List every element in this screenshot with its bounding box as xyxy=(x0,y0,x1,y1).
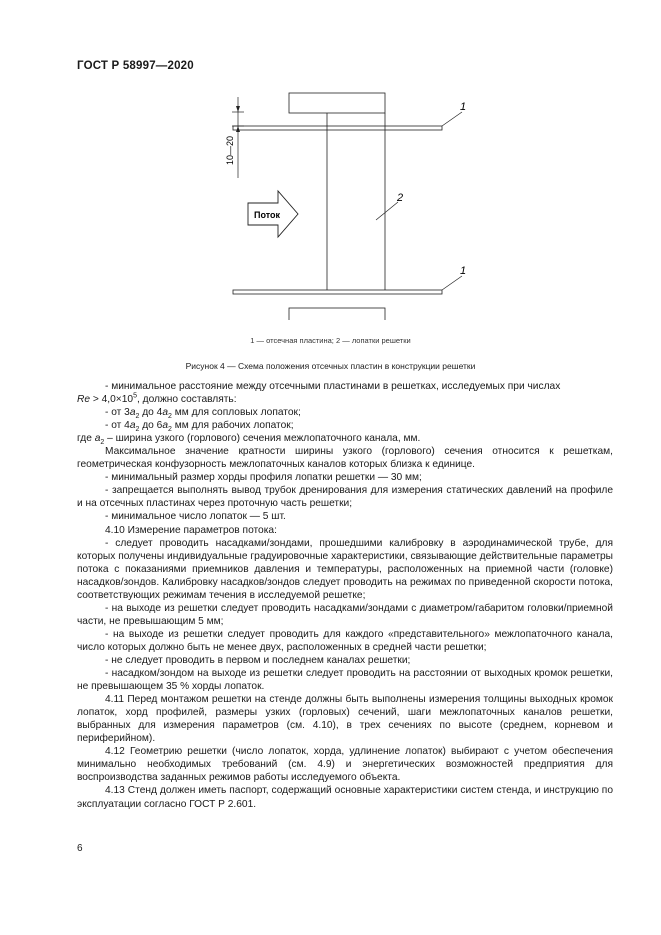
paragraph: - минимальный размер хорды профиля лопатки решетки — 30 мм; xyxy=(105,472,422,484)
var-a: a xyxy=(129,407,136,419)
re-tail: , должно составлять: xyxy=(137,394,237,406)
text-fragment: - от 4 xyxy=(105,420,130,432)
paragraph: - на выходе из решетки следует проводить насадками/зондами с диаметром/габаритом головки/приемной части, не превышающим 5 мм; xyxy=(77,602,613,627)
var-subscript: 2 xyxy=(100,439,105,447)
paragraph-re xyxy=(77,393,613,406)
page-header-standard: ГОСТ Р 58997—2020 xyxy=(77,60,194,72)
section-4-12: 4.12 Геометрию решетки (число лопаток, хорда, удлинение лопаток) выбирают с учетом обеспечения минимально необходимых требований (см. 4.9) и энергетических возможностей предприятия для воспроизводства заданных режимов работы исследуемого объекта. xyxy=(77,746,613,784)
cutoff-plate-bottom xyxy=(233,290,442,294)
callout-1-bottom-leader xyxy=(442,276,462,290)
callout-2-leader xyxy=(376,202,398,220)
var-a: a xyxy=(162,420,169,432)
re-symbol: Re xyxy=(77,394,91,406)
text-fragment: мм для сопловых лопаток; xyxy=(171,407,301,419)
page-number: 6 xyxy=(77,843,83,854)
var-subscript: 2 xyxy=(168,426,172,434)
paragraph-where xyxy=(77,432,613,445)
paragraph: - минимальное расстояние между отсечными пластинами в решетках, исследуемых при числах xyxy=(105,381,561,392)
text-fragment: до 4 xyxy=(139,407,163,419)
paragraph: - следует проводить насадками/зондами, прошедшими калибровку в аэродинамической трубе, для которых получены индивидуальные градуировочные характеристики, связывающие действительные параметры потока с показаниями приемников давления и температуры, расположенных на приемной части (головке) насадков/зондов. Калибровку насадков/зондов следует проводить на режимах по приведенной скорости потока, соответствующих режимам течения в исследуемой решетке; xyxy=(77,537,613,601)
callout-1-top-label: 1 xyxy=(460,101,467,113)
figure-cutoff-plates-diagram xyxy=(0,0,661,320)
text-fragment: где xyxy=(77,433,95,445)
cutoff-plate-top xyxy=(233,126,442,130)
text-fragment: - от 3 xyxy=(105,407,130,419)
text-fragment: до 6 xyxy=(139,420,163,432)
section-heading-4-10: 4.10 Измерение параметров потока: xyxy=(105,524,277,536)
section-4-13: 4.13 Стенд должен иметь паспорт, содержащий основные характеристики систем стенда, и инструкцию по эксплуатации согласно ГОСТ Р 2.601. xyxy=(77,785,613,810)
re-value: > 4,0×10 xyxy=(90,394,134,406)
blade-bottom-block xyxy=(289,308,385,320)
var-subscript: 2 xyxy=(168,413,172,421)
var-subscript: 2 xyxy=(135,426,140,434)
paragraph: - не следует проводить в первом и последнем каналах решетки; xyxy=(105,654,411,666)
dimension-label: 10—20 xyxy=(225,135,235,165)
callout-1-bottom-label: 1 xyxy=(460,265,467,277)
paragraph: - на выходе из решетки следует проводить для каждого «представительного» межлопаточного канала, число которых должно быть не менее двух, расположенных в средней части решетки; xyxy=(77,628,613,653)
text-fragment: мм для рабочих лопаток; xyxy=(171,420,294,432)
figure-caption: Рисунок 4 — Схема положения отсечных пластин в конструкции решетки xyxy=(185,361,476,371)
dimension-arrow-top xyxy=(236,106,240,112)
var-a: a xyxy=(94,433,101,445)
var-a: a xyxy=(162,407,169,419)
figure-legend: 1 — отсечная пластина; 2 — лопатки решетки xyxy=(250,336,411,345)
text-fragment: – ширина узкого (горлового) сечения межлопаточного канала, мм. xyxy=(104,433,421,445)
paragraph: Максимальное значение кратности ширины узкого (горлового) сечения относится к решеткам, геометрическая конфузорность межлопаточных каналов которых близка к единице. xyxy=(77,446,613,471)
section-4-11: 4.11 Перед монтажом решетки на стенде должны быть выполнены измерения толщины выходных кромок лопаток, хорд профилей, размеры узких (горловых) сечений, шаги межлопаточных каналов решетки, выбранных для измерения параметров (см. 4.10), в трех сечениях по высоте (среднем, корневом и периферийном). xyxy=(77,694,613,745)
var-a: a xyxy=(129,420,136,432)
callout-2-label: 2 xyxy=(397,192,404,204)
re-exponent: 5 xyxy=(133,392,137,400)
paragraph: - минимальное число лопаток — 5 шт. xyxy=(105,511,286,523)
paragraph-nozzle-blades xyxy=(77,406,613,419)
var-subscript: 2 xyxy=(135,413,140,421)
callout-1-top-leader xyxy=(442,112,462,126)
paragraph: - запрещается выполнять вывод трубок дренирования для измерения статических давлений на профиле и на отсечных пластинах через проточную часть решетки; xyxy=(77,485,613,510)
body-text xyxy=(77,380,613,811)
paragraph: - насадком/зондом на выходе из решетки следует проводить на расстоянии от выходных кромок решетки, не превышающем 35 % хорды лопаток. xyxy=(77,668,613,693)
flow-arrow-label: Поток xyxy=(254,210,281,220)
paragraph-rotor-blades xyxy=(77,419,613,432)
blade-top-block xyxy=(289,93,385,113)
